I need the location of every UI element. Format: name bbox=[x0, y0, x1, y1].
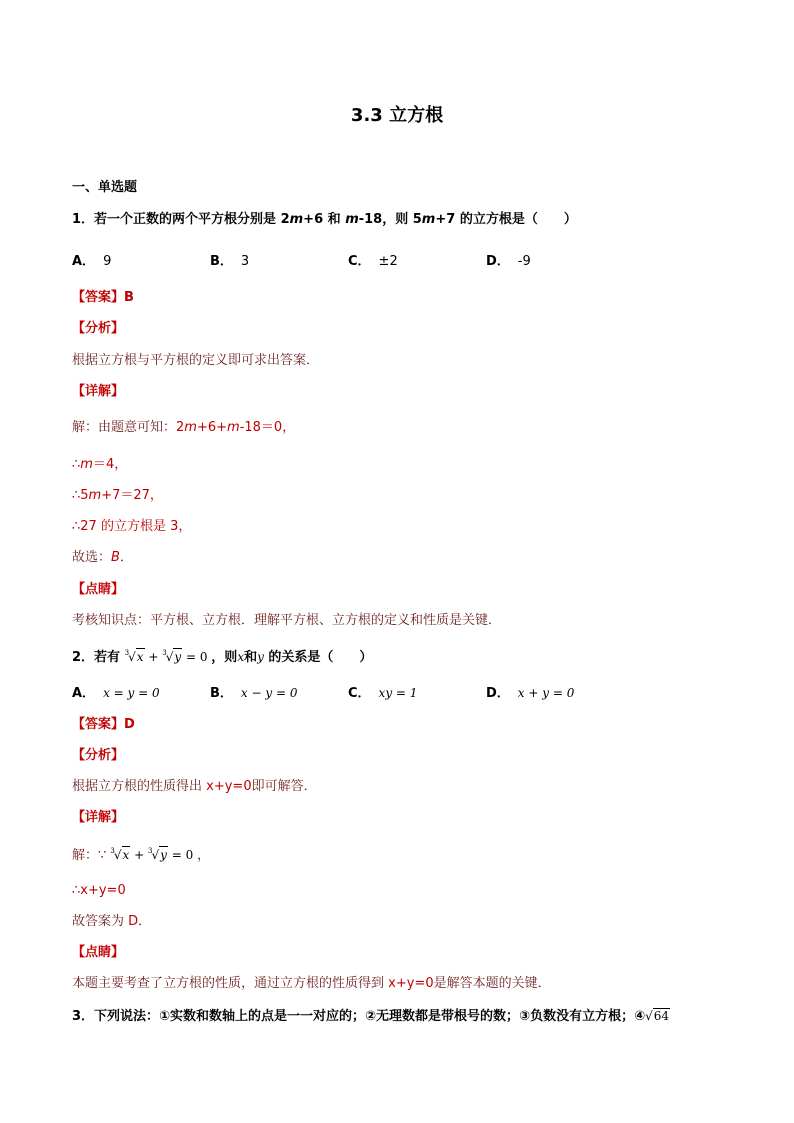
q1-detail-line-2: ∴m＝4， bbox=[72, 457, 128, 472]
q2-option-a: A． x = y = 0 bbox=[72, 686, 160, 701]
q2-comment-text: 本题主要考查了立方根的性质，通过立方根的性质得到 x+y=0是解答本题的关键． bbox=[72, 976, 551, 991]
question-3-stem: 3．下列说法：①实数和数轴上的点是一一对应的；②无理数都是带根号的数；③负数没有立方根；④√64 bbox=[72, 1009, 670, 1024]
q2-option-d: D． x + y = 0 bbox=[486, 686, 575, 701]
q2-option-b: B． x − y = 0 bbox=[210, 686, 298, 701]
q2-detail-line-3: 故答案为 D． bbox=[72, 914, 152, 929]
q1-option-c: C． ±2 bbox=[348, 254, 398, 269]
q2-answer: 【答案】D bbox=[72, 717, 135, 732]
q1-comment-text: 考核知识点：平方根、立方根．理解平方根、立方根的定义和性质是关键． bbox=[72, 613, 502, 628]
q1-detail-tag: 【详解】 bbox=[72, 384, 125, 399]
q2-comment-tag: 【点睛】 bbox=[72, 945, 125, 960]
q1-detail-line-5: 故选：B． bbox=[72, 550, 133, 565]
question-1-stem: 1．若一个正数的两个平方根分别是 2m+6 和 m-18，则 5m+7 的立方根是（ ） bbox=[72, 212, 577, 227]
q1-detail-line-3: ∴5m+7＝27， bbox=[72, 488, 163, 503]
q2-analysis-tag: 【分析】 bbox=[72, 748, 125, 763]
q1-detail-line-1: 解：由题意可知：2m+6+m-18＝0， bbox=[72, 420, 296, 435]
q1-detail-line-4: ∴27 的立方根是 3， bbox=[72, 519, 192, 534]
q2-analysis-text: 根据立方根的性质得出 x+y=0即可解答． bbox=[72, 779, 317, 794]
page-title: 3.3 立方根 bbox=[350, 105, 444, 126]
q1-comment-tag: 【点睛】 bbox=[72, 582, 125, 597]
q1-option-a: A． 9 bbox=[72, 254, 112, 269]
q2-detail-line-2: ∴x+y=0 bbox=[72, 883, 126, 898]
q2-option-c: C． xy = 1 bbox=[348, 686, 418, 701]
q1-answer: 【答案】B bbox=[72, 290, 134, 305]
q2-detail-line-1: 解：∵ $^3$√x + $^3$√y = 0 ， bbox=[72, 847, 211, 863]
question-2-stem: 2．若有 $^3$√x + $^3$√y = 0 ，则x和y 的关系是（ ） bbox=[72, 649, 373, 665]
q2-detail-tag: 【详解】 bbox=[72, 810, 125, 825]
q1-analysis-tag: 【分析】 bbox=[72, 321, 125, 336]
section-heading: 一、单选题 bbox=[72, 180, 138, 195]
q1-option-b: B． 3 bbox=[210, 254, 250, 269]
q2-equation: $^3$√x + $^3$√y = 0 bbox=[124, 649, 208, 664]
q1-option-d: D． -9 bbox=[486, 254, 531, 269]
q1-analysis-text: 根据立方根与平方根的定义即可求出答案． bbox=[72, 353, 320, 368]
